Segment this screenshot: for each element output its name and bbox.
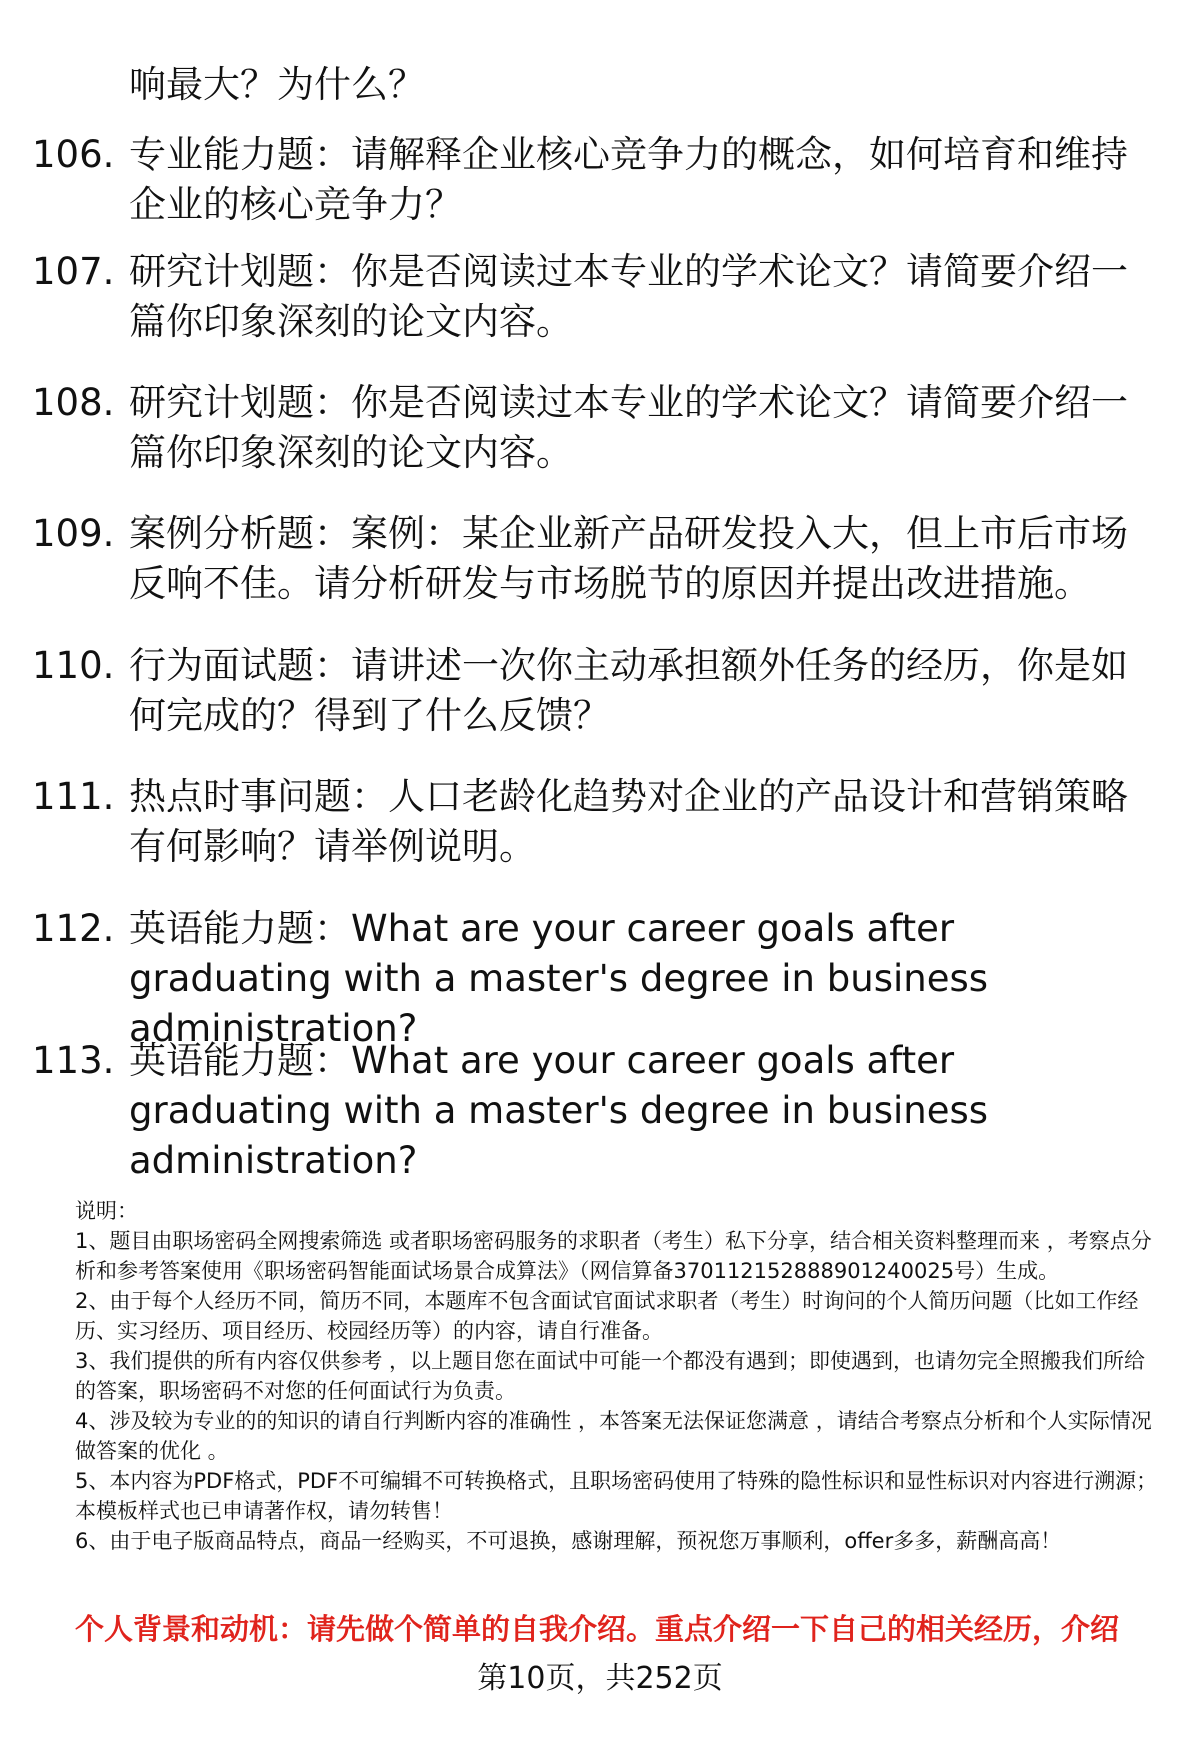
note-item: 5、本内容为PDF格式，PDF不可编辑不可转换格式，且职场密码使用了特殊的隐性标识和显性标识对内容进行溯源；本模板样式也已申请著作权，请勿转售！ (75, 1469, 1158, 1523)
question-number: 110. (32, 644, 115, 687)
question-number: 112. (32, 907, 115, 950)
question-text: 行为面试题：请讲述一次你主动承担额外任务的经历，你是如何完成的？得到了什么反馈？ (129, 644, 1128, 737)
note-item: 3、我们提供的所有内容仅供参考 ，以上题目您在面试中可能一个都没有遇到；即使遇到，也请勿完全照搬我们所给的答案，职场密码不对您的任何面试行为负责。 (75, 1349, 1146, 1403)
notes-title: 说明： (75, 1199, 138, 1223)
question-text: 英语能力题：What are your career goals after graduating with a master's degree in business administration? (129, 1039, 989, 1182)
question-text: 专业能力题：请解释企业核心竞争力的概念，如何培育和维持企业的核心竞争力？ (129, 133, 1128, 226)
question-continuation: 响最大？为什么？ (129, 63, 425, 106)
question-number: 106. (32, 133, 115, 176)
notes-section (75, 1196, 1160, 1556)
question-text: 热点时事问题：人口老龄化趋势对企业的产品设计和营销策略有何影响？请举例说明。 (129, 775, 1128, 868)
question-text: 研究计划题：你是否阅读过本专业的学术论文？请简要介绍一篇你印象深刻的论文内容。 (129, 381, 1128, 474)
question-number: 108. (32, 381, 115, 424)
question-text: 研究计划题：你是否阅读过本专业的学术论文？请简要介绍一篇你印象深刻的论文内容。 (129, 250, 1128, 343)
promo-text: 个人背景和动机：请先做个简单的自我介绍。重点介绍一下自己的相关经历，介绍 (75, 1612, 1120, 1646)
question-text: 案例分析题：案例：某企业新产品研发投入大，但上市后市场反响不佳。请分析研发与市场脱节的原因并提出改进措施。 (129, 512, 1128, 605)
note-item: 6、由于电子版商品特点，商品一经购买，不可退换，感谢理解，预祝您万事顺利，offer多多，薪酬高高！ (75, 1529, 1062, 1553)
note-item: 2、由于每个人经历不同，简历不同，本题库不包含面试官面试求职者（考生）时询问的个人简历问题（比如工作经历、实习经历、项目经历、校园经历等）的内容，请自行准备。 (75, 1289, 1139, 1343)
question-number: 113. (32, 1039, 115, 1082)
question-number: 109. (32, 512, 115, 555)
note-item: 1、题目由职场密码全网搜索筛选 或者职场密码服务的求职者（考生）私下分享，结合相关资料整理而来 ，考察点分析和参考答案使用《职场密码智能面试场景合成算法》（网信算备370112152888901240025号）生成。 (75, 1229, 1152, 1283)
question-text: 英语能力题：What are your career goals after graduating with a master's degree in business administration? (129, 907, 989, 1050)
question-number: 107. (32, 250, 115, 293)
note-item: 4、涉及较为专业的的知识的请自行判断内容的准确性 ，本答案无法保证您满意 ，请结合考察点分析和个人实际情况做答案的优化 。 (75, 1409, 1152, 1463)
page-number: 第10页，共252页 (477, 1661, 723, 1696)
question-number: 111. (32, 775, 115, 818)
